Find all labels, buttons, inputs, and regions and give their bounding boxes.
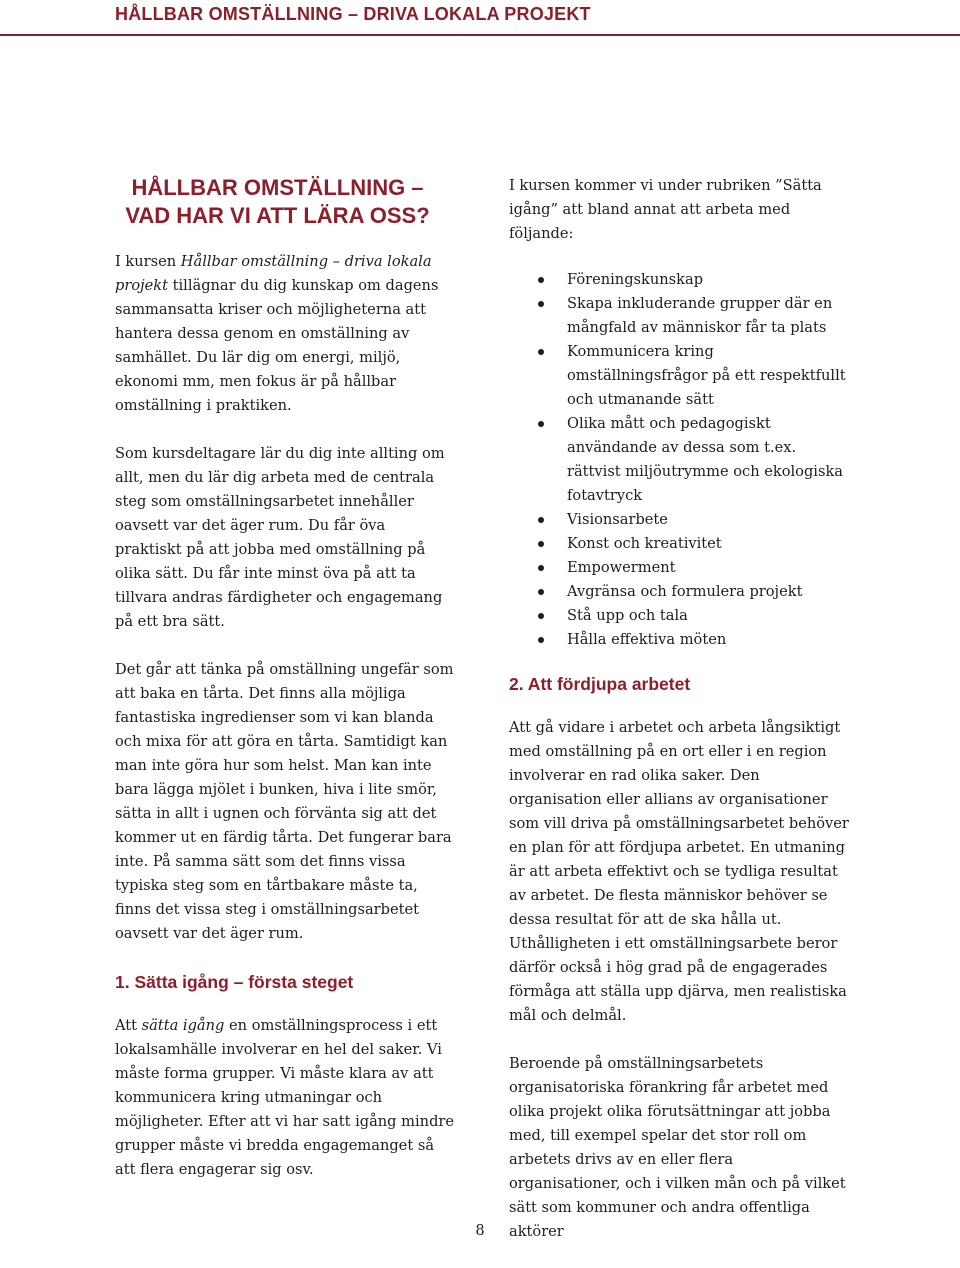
header-rule — [0, 34, 960, 36]
bullet-icon — [538, 517, 544, 523]
list-item — [509, 604, 849, 628]
page-number: 8 — [475, 1222, 485, 1239]
bullet-icon — [538, 637, 544, 643]
right-column — [509, 174, 849, 1268]
list-item-text: Kommunicera kring omställningsfrågor på ett respektfullt och utmanande sätt — [567, 343, 846, 408]
list-item — [509, 268, 849, 292]
list-item — [509, 292, 849, 340]
section1-paragraph — [115, 1014, 455, 1182]
list-item-text: Visionsarbete — [567, 511, 668, 528]
list-item — [509, 628, 849, 652]
list-item-text: Empowerment — [567, 559, 676, 576]
participant-paragraph: Som kursdeltagare lär du dig inte allting om allt, men du lär dig arbeta med de centrala steg som omställningsarbetet innehåller oavsett var det äger rum. Du får öva praktiskt på att jobba med omställning på olika sätt. Du får inte minst öva på att ta tillvara andras färdigheter och engagemang på ett bra sätt. — [115, 445, 445, 630]
list-item-text: Olika mått och pedagogiskt användande av dessa som t.ex. rättvist miljöutrymme och ekologiska fotavtryck — [567, 415, 843, 504]
list-item — [509, 556, 849, 580]
running-title: HÅLLBAR OMSTÄLLNING – DRIVA LOKALA PROJEKT — [115, 4, 591, 24]
bullet-icon — [538, 589, 544, 595]
bullet-icon — [538, 541, 544, 547]
list-item-text: Skapa inkluderande grupper där en mångfald av människor får ta plats — [567, 295, 833, 336]
bullet-icon — [538, 565, 544, 571]
list-item — [509, 508, 849, 532]
course-name: Hållbar omställning – driva lokala projekt — [115, 253, 432, 294]
topics-list — [509, 268, 849, 652]
topics-intro: I kursen kommer vi under rubriken ”Sätta igång” att bland annat att arbeta med följande: — [509, 177, 822, 242]
bullet-icon — [538, 349, 544, 355]
section1-emphasis: sätta igång — [141, 1017, 225, 1034]
left-column — [115, 174, 455, 1206]
list-item-text: Avgränsa och formulera projekt — [567, 583, 803, 600]
section2-paragraph: Att gå vidare i arbetet och arbeta långsiktigt med omställning på en ort eller i en region involverar en rad olika saker. Den organisation eller allians av organisationer som vill driva på omställningsarbetet behöver en plan för att fördjupa arbetet. En utmaning är att arbeta effektivt och se tydliga resultat av arbetet. De flesta människor behöver se dessa resultat för att de ska hålla ut. Uthålligheten i ett omställningsarbete beror därför också i hög grad på de engagerades förmåga att ställa upp djärva, men realistiska mål och delmål. — [509, 719, 849, 1024]
section-heading-2: 2. Att fördjupa arbetet — [509, 674, 691, 694]
bullet-icon — [538, 421, 544, 427]
list-item — [509, 340, 849, 412]
page-title: HÅLLBAR OMSTÄLLNING – VAD HAR VI ATT LÄRA OSS? — [125, 175, 430, 228]
bullet-icon — [538, 613, 544, 619]
intro-paragraph — [115, 250, 455, 418]
list-item-text: Stå upp och tala — [567, 607, 688, 624]
list-item-text: Konst och kreativitet — [567, 535, 722, 552]
list-item — [509, 532, 849, 556]
section1-text-post: en omställningsprocess i ett lokalsamhälle involverar en hel del saker. Vi måste forma grupper. Vi måste klara av att kommunicera kring utmaningar och möjligheter. Efter att vi har satt igång mindre grupper måste vi bredda engagemanget så att flera engagerar sig osv. — [115, 1017, 455, 1178]
list-item-text: Hålla effektiva möten — [567, 631, 727, 648]
list-item — [509, 580, 849, 604]
bullet-icon — [538, 301, 544, 307]
running-header — [0, 0, 960, 40]
intro-text-post: tillägnar du dig kunskap om dagens sammansatta kriser och möjligheterna att hantera dessa genom en omställning av samhället. Du lär dig om energi, miljö, ekonomi mm, men fokus är på hållbar omställning i praktiken. — [115, 277, 439, 414]
section-heading-1: 1. Sätta igång – första steget — [115, 972, 354, 992]
list-item-text: Föreningskunskap — [567, 271, 704, 288]
bullet-icon — [538, 277, 544, 283]
list-item — [509, 412, 849, 508]
section1-text-pre: Att — [115, 1017, 142, 1034]
section2-paragraph-2: Beroende på omställningsarbetets organisatoriska förankring får arbetet med olika projekt olika förutsättningar att jobba med, till exempel spelar det stor roll om arbetets drivs av en eller flera organisationer, och i vilken mån och på vilket sätt som kommuner och andra offentliga aktörer — [509, 1055, 846, 1240]
cake-analogy-paragraph: Det går att tänka på omställning ungefär som att baka en tårta. Det finns alla möjliga fantastiska ingredienser som vi kan blanda och mixa för att göra en tårta. Samtidigt kan man inte göra hur som helst. Man kan inte bara lägga mjölet i bunken, hiva i lite smör, sätta in allt i ugnen och förvänta sig att det kommer ut en färdig tårta. Det fungerar bara inte. På samma sätt som det finns vissa typiska steg som en tårtbakare måste ta, finns det vissa steg i omställningsarbetet oavsett var det äger rum. — [115, 661, 454, 942]
intro-text-pre: I kursen — [115, 253, 181, 270]
